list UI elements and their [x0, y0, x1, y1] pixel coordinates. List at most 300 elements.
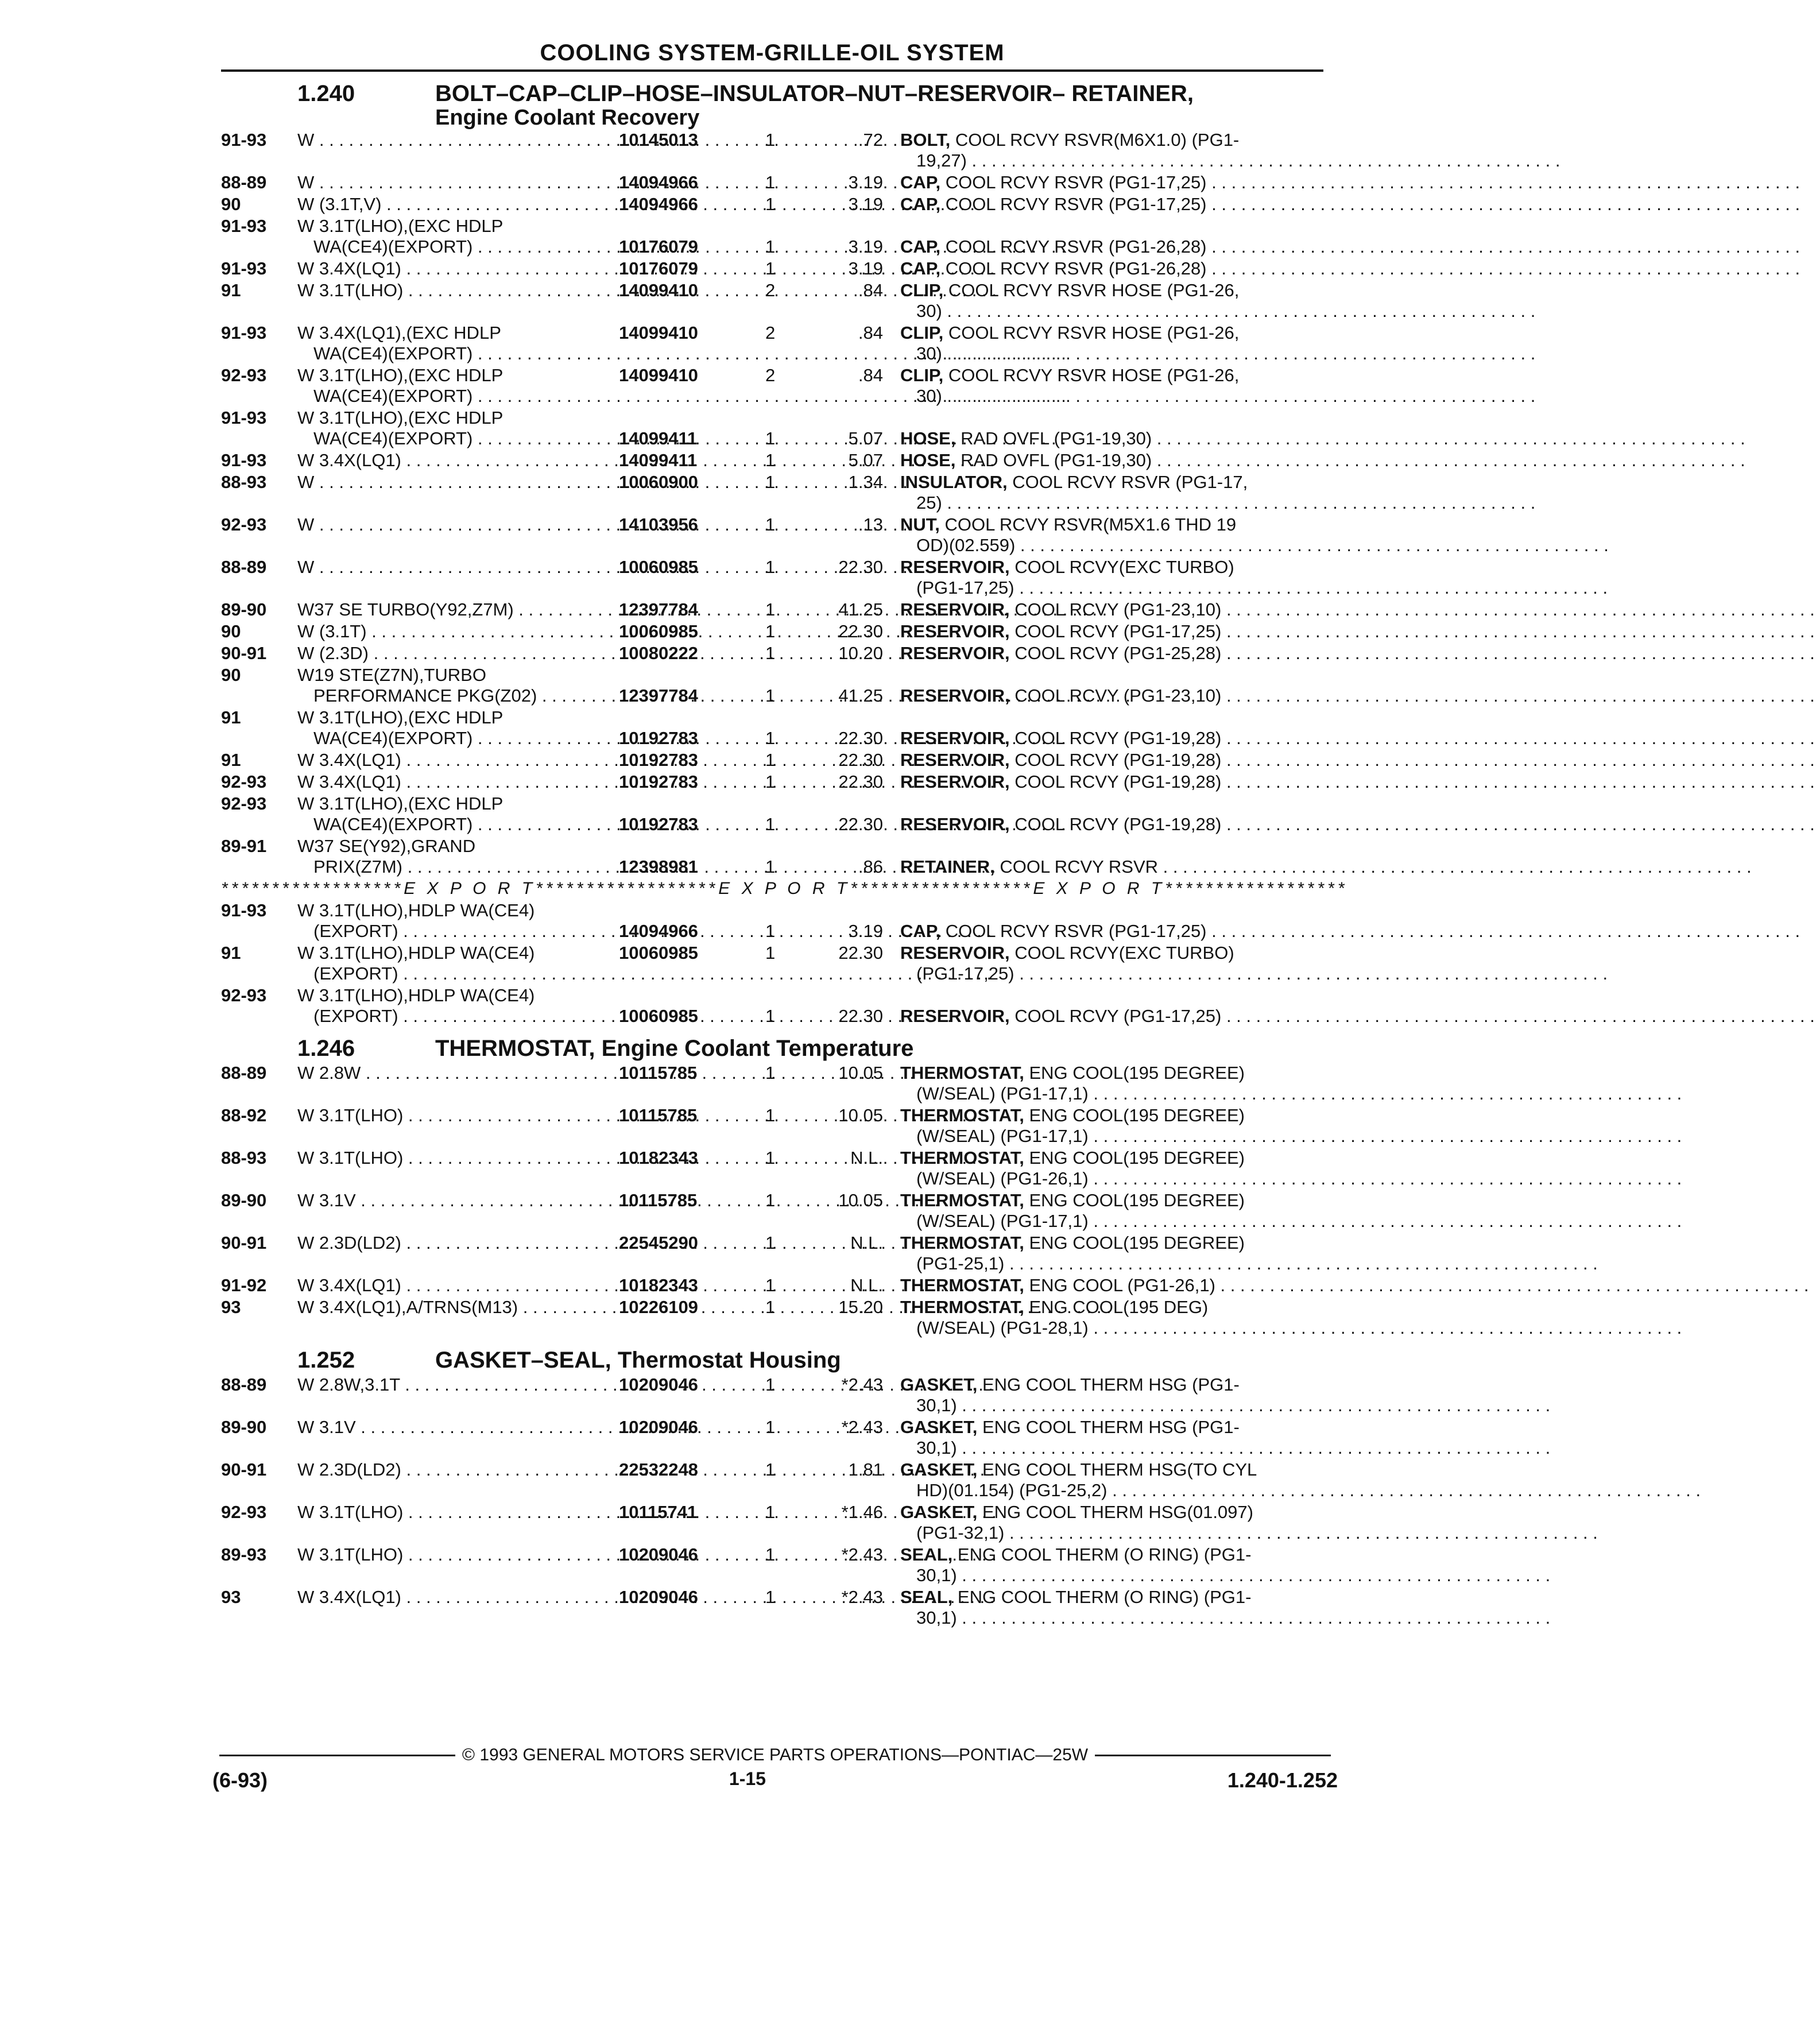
row-quantity: 1	[765, 943, 776, 963]
parts-row	[221, 1063, 1323, 1104]
row-part-number: 10060985	[619, 943, 698, 963]
row-description	[900, 1502, 1282, 1543]
row-model-line: W (3.1T,V) . . .	[297, 194, 619, 215]
row-part-number: 10182343	[619, 1275, 698, 1295]
row-description	[900, 557, 1282, 598]
row-years: 93	[221, 1587, 241, 1607]
row-part-number: 10080222	[619, 643, 698, 663]
row-description-line	[900, 472, 1282, 493]
section-subtitle: Engine Coolant Recovery	[435, 106, 700, 130]
row-item-description: COOL RCVY (PG1-19,28)	[1009, 772, 1222, 792]
parts-row	[221, 985, 1323, 1027]
row-description-line	[900, 450, 1282, 471]
row-item-description: COOL RCVY RSVR(M6X1.0) (PG1-	[950, 130, 1240, 150]
row-model	[297, 216, 619, 257]
parts-row	[221, 172, 1323, 193]
row-model-line-2: WA(CE4)(EXPORT) . . .	[297, 728, 619, 749]
row-model-line-2: (EXPORT) . . .	[297, 1006, 619, 1027]
row-model	[297, 1063, 619, 1104]
row-years: 89-90	[221, 1190, 267, 1210]
row-price: 1.81	[848, 1459, 883, 1480]
row-item-name: THERMOSTAT,	[900, 1105, 1024, 1125]
row-price: 1.34	[848, 472, 883, 492]
row-description-line	[900, 750, 1282, 771]
row-quantity: 1	[765, 557, 776, 577]
row-years: 91	[221, 943, 241, 963]
row-quantity: 1	[765, 857, 776, 877]
row-quantity: 1	[765, 1233, 776, 1253]
row-item-name: HOSE,	[900, 428, 956, 448]
row-quantity: 1	[765, 472, 776, 492]
row-model-line-2: WA(CE4)(EXPORT) . . .	[297, 428, 619, 449]
row-price: *1.46	[841, 1502, 883, 1522]
row-model	[297, 836, 619, 877]
row-model-line-2: (EXPORT) . . .	[297, 963, 619, 984]
footer-section-range: 1.240-1.252	[1227, 1768, 1338, 1792]
row-quantity: 1	[765, 1063, 776, 1083]
parts-row	[221, 1105, 1323, 1147]
row-item-description: ENG COOL THERM HSG(TO CYL	[977, 1459, 1257, 1480]
footer-rule-left	[219, 1755, 455, 1756]
row-years: 88-89	[221, 557, 267, 577]
row-description	[900, 621, 1282, 642]
row-item-name: RESERVOIR,	[900, 814, 1010, 834]
parts-row	[221, 793, 1323, 835]
row-description	[900, 194, 1282, 215]
row-description	[900, 1190, 1282, 1232]
parts-row	[221, 900, 1323, 942]
row-part-number: 10209046	[619, 1587, 698, 1607]
export-label: E X P O R T	[1033, 879, 1165, 898]
row-description-line	[900, 172, 1282, 193]
parts-row	[221, 772, 1323, 792]
row-description-line-2: (PG1-17,25) . . .	[900, 963, 1282, 984]
row-description	[900, 857, 1282, 877]
row-quantity: 2	[765, 280, 776, 300]
row-model-line: W . . .	[297, 557, 619, 578]
export-stars: ******************	[1165, 879, 1348, 898]
row-years: 92-93	[221, 365, 267, 385]
row-description-line	[900, 130, 1282, 150]
row-part-number: 12397784	[619, 686, 698, 706]
row-price: *2.43	[841, 1375, 883, 1395]
row-model	[297, 621, 619, 642]
row-item-description: ENG COOL(195 DEG)	[1024, 1297, 1209, 1317]
row-item-description: COOL RCVY (PG1-23,10)	[1009, 686, 1222, 706]
footer-copyright-line	[212, 1745, 1338, 1765]
row-model-line: W 3.1T(LHO) . . .	[297, 1544, 619, 1565]
row-quantity: 1	[765, 258, 776, 278]
row-model-line: W 3.4X(LQ1) . . .	[297, 1587, 619, 1608]
row-item-name: THERMOSTAT,	[900, 1063, 1024, 1083]
row-model-line-2: WA(CE4)(EXPORT) . . .	[297, 237, 619, 257]
row-item-name: THERMOSTAT,	[900, 1297, 1024, 1317]
row-years: 91	[221, 280, 241, 300]
row-description-line	[900, 772, 1282, 792]
row-description-line	[900, 621, 1282, 642]
row-price: .84	[858, 323, 883, 343]
row-model-line: W 3.1T(LHO),(EXC HDLP	[297, 707, 504, 727]
parts-row	[221, 514, 1323, 556]
row-description	[900, 1063, 1282, 1104]
row-model	[297, 1105, 619, 1147]
row-price: 15.20	[838, 1297, 883, 1317]
row-description	[900, 772, 1282, 792]
row-model-line: W 3.4X(LQ1),(EXC HDLP	[297, 323, 501, 343]
row-item-description: ENG COOL(195 DEGREE)	[1024, 1105, 1245, 1125]
row-part-number: 12397784	[619, 599, 698, 620]
footer-page-number: 1-15	[729, 1768, 766, 1789]
row-description-line-2: (W/SEAL) (PG1-26,1) . . .	[900, 1168, 1282, 1189]
row-item-description: ENG COOL(195 DEGREE)	[1024, 1190, 1245, 1210]
row-quantity: 1	[765, 1297, 776, 1317]
row-item-description: RAD OVFL (PG1-19,30)	[955, 450, 1152, 470]
row-description-line-2: (PG1-25,1) . . .	[900, 1253, 1282, 1274]
parts-row	[221, 1148, 1323, 1189]
row-model-line: W 3.4X(LQ1) . . .	[297, 772, 619, 792]
row-price: 5.07	[848, 428, 883, 448]
row-price: 3.19	[848, 921, 883, 941]
row-model-line: W 2.3D(LD2) . . .	[297, 1459, 619, 1480]
parts-row	[221, 408, 1323, 449]
row-part-number: 14099411	[619, 428, 698, 448]
row-price: 22.30	[838, 1006, 883, 1026]
row-item-name: RESERVOIR,	[900, 943, 1010, 963]
row-description-line-2: (W/SEAL) (PG1-17,1) . . .	[900, 1126, 1282, 1147]
row-description	[900, 172, 1282, 193]
row-model	[297, 1233, 619, 1274]
row-model-line: W 3.1T(LHO),(EXC HDLP	[297, 793, 504, 814]
section-title: THERMOSTAT, Engine Coolant Temperature	[435, 1036, 914, 1061]
row-item-name: THERMOSTAT,	[900, 1190, 1024, 1210]
row-price: 22.30	[838, 557, 883, 577]
row-item-name: GASKET,	[900, 1417, 978, 1437]
row-item-description: COOL RCVY (PG1-25,28)	[1009, 643, 1222, 663]
row-item-description: ENG COOL(195 DEGREE)	[1024, 1063, 1245, 1083]
row-description-line-2: 30,1) . . .	[900, 1395, 1282, 1416]
row-item-description: COOL RCVY (PG1-23,10)	[1009, 599, 1222, 620]
row-model-line: W . . .	[297, 514, 619, 535]
footer-rule-right	[1095, 1755, 1331, 1756]
row-model-line: W 3.1V . . .	[297, 1190, 619, 1211]
row-description-line	[900, 943, 1282, 963]
parts-row	[221, 1233, 1323, 1274]
row-part-number: 10060985	[619, 557, 698, 577]
row-price: 10.05	[838, 1063, 883, 1083]
row-part-number: 10060900	[619, 472, 698, 492]
row-price: 3.19	[848, 258, 883, 278]
row-model	[297, 750, 619, 771]
row-model	[297, 130, 619, 171]
parts-row	[221, 216, 1323, 257]
parts-row	[221, 1190, 1323, 1232]
row-model	[297, 514, 619, 556]
parts-row	[221, 1502, 1323, 1543]
row-item-name: HOSE,	[900, 450, 956, 470]
row-description	[900, 599, 1282, 620]
row-item-description: COOL RCVY RSVR (PG1-26,28)	[940, 258, 1207, 278]
row-price: 10.05	[838, 1190, 883, 1210]
row-quantity: 1	[765, 1417, 776, 1437]
parts-row	[221, 194, 1323, 215]
row-price: 3.19	[848, 194, 883, 214]
row-model-line: W 3.1T(LHO),(EXC HDLP	[297, 365, 504, 385]
row-part-number: 10115785	[619, 1105, 698, 1125]
row-model-line: W37 SE TURBO(Y92,Z7M) . . .	[297, 599, 619, 620]
row-model	[297, 1587, 619, 1628]
row-description	[900, 1006, 1282, 1027]
row-years: 89-93	[221, 1544, 267, 1565]
row-model	[297, 1417, 619, 1458]
row-model-line: W (3.1T) . . .	[297, 621, 619, 642]
row-description-line	[900, 258, 1282, 279]
row-description-line	[900, 1587, 1282, 1608]
parts-row	[221, 750, 1323, 771]
row-item-name: RESERVOIR,	[900, 750, 1010, 770]
row-part-number: 14094966	[619, 194, 698, 214]
row-price: *2.43	[841, 1417, 883, 1437]
row-quantity: 1	[765, 1502, 776, 1522]
row-description-line	[900, 643, 1282, 664]
row-description	[900, 1587, 1282, 1628]
row-model-line-2: WA(CE4)(EXPORT) . . .	[297, 814, 619, 835]
row-item-description: COOL RCVY (PG1-17,25)	[1009, 621, 1222, 641]
row-description	[900, 472, 1282, 513]
row-description	[900, 643, 1282, 664]
row-description-line	[900, 237, 1282, 257]
row-description-line	[900, 1105, 1282, 1126]
row-years: 88-89	[221, 1063, 267, 1083]
parts-row	[221, 1544, 1323, 1586]
row-model-line: W 3.1T(LHO) . . .	[297, 280, 619, 301]
row-item-name: RESERVOIR,	[900, 772, 1010, 792]
row-model	[297, 1148, 619, 1189]
row-model-line: W 3.4X(LQ1) . . .	[297, 750, 619, 771]
row-quantity: 1	[765, 1587, 776, 1607]
row-years: 91-93	[221, 408, 267, 428]
row-model-line: W (2.3D) . . .	[297, 643, 619, 664]
parts-row	[221, 643, 1323, 664]
row-quantity: 2	[765, 323, 776, 343]
row-quantity: 2	[765, 365, 776, 385]
row-years: 92-93	[221, 1502, 267, 1522]
row-model	[297, 194, 619, 215]
sections-container	[221, 81, 1348, 1628]
page-footer	[212, 1745, 1338, 1792]
row-model	[297, 793, 619, 835]
row-price: 10.20	[838, 643, 883, 663]
parts-row	[221, 130, 1323, 171]
row-part-number: 10192783	[619, 814, 698, 834]
row-price: 41.25	[838, 599, 883, 620]
parts-row	[221, 621, 1323, 642]
row-item-description: ENG COOL THERM HSG (PG1-	[977, 1417, 1240, 1437]
parts-row	[221, 365, 1323, 406]
row-item-description: ENG COOL THERM HSG(01.097)	[977, 1502, 1253, 1522]
row-quantity: 1	[765, 450, 776, 470]
row-years: 91	[221, 707, 241, 727]
row-item-name: RESERVOIR,	[900, 557, 1010, 577]
row-item-name: RESERVOIR,	[900, 1006, 1010, 1026]
row-model-line: W 3.1T(LHO),HDLP WA(CE4)	[297, 943, 535, 963]
row-years: 90	[221, 194, 241, 214]
row-model	[297, 772, 619, 792]
row-quantity: 1	[765, 728, 776, 748]
parts-row	[221, 665, 1323, 706]
row-description-line	[900, 194, 1282, 215]
row-model	[297, 172, 619, 193]
row-item-name: GASKET,	[900, 1459, 978, 1480]
row-model-line: W 3.4X(LQ1) . . .	[297, 258, 619, 279]
parts-row	[221, 707, 1323, 749]
row-item-name: RETAINER,	[900, 857, 995, 877]
row-item-description: COOL RCVY RSVR	[994, 857, 1159, 877]
row-description	[900, 1417, 1282, 1458]
row-price: .84	[858, 365, 883, 385]
row-model-line: W . . .	[297, 172, 619, 193]
row-years: 90	[221, 621, 241, 641]
parts-row	[221, 943, 1323, 984]
row-item-description: COOL RCVY (PG1-17,25)	[1009, 1006, 1222, 1026]
row-model	[297, 258, 619, 279]
row-years: 91-93	[221, 130, 267, 150]
row-part-number: 22545290	[619, 1233, 698, 1253]
row-quantity: 1	[765, 237, 776, 257]
row-description	[900, 921, 1282, 942]
row-years: 90-91	[221, 1233, 267, 1253]
row-item-name: GASKET,	[900, 1375, 978, 1395]
row-price: 22.30	[838, 750, 883, 770]
row-item-name: THERMOSTAT,	[900, 1148, 1024, 1168]
row-price: 22.30	[838, 772, 883, 792]
row-model	[297, 408, 619, 449]
row-item-name: CLIP,	[900, 323, 944, 343]
row-description-line	[900, 728, 1282, 749]
row-model-line: W19 STE(Z7N),TURBO	[297, 665, 486, 685]
row-item-description: ENG COOL(195 DEGREE)	[1024, 1148, 1245, 1168]
row-description	[900, 237, 1282, 257]
row-description	[900, 728, 1282, 749]
row-part-number: 10145013	[619, 130, 698, 150]
row-model-line: W 3.1T(LHO) . . .	[297, 1148, 619, 1168]
row-item-description: COOL RCVY RSVR (PG1-17,	[1007, 472, 1248, 492]
row-price: 10.05	[838, 1105, 883, 1125]
row-description	[900, 130, 1282, 171]
parts-row	[221, 1375, 1323, 1416]
row-years: 91-93	[221, 450, 267, 470]
row-quantity: 1	[765, 194, 776, 214]
row-years: 93	[221, 1297, 241, 1317]
row-years: 92-93	[221, 772, 267, 792]
parts-row	[221, 599, 1323, 620]
row-description-line	[900, 514, 1282, 535]
parts-row	[221, 1297, 1323, 1338]
row-model	[297, 450, 619, 471]
row-description-line	[900, 1148, 1282, 1168]
row-item-name: RESERVOIR,	[900, 686, 1010, 706]
row-description-line	[900, 857, 1282, 877]
row-part-number: 10209046	[619, 1544, 698, 1565]
row-years: 91-93	[221, 323, 267, 343]
row-item-description: COOL RCVY (PG1-19,28)	[1009, 814, 1222, 834]
row-quantity: 1	[765, 130, 776, 150]
row-model	[297, 280, 619, 322]
row-model-line: W 3.1T(LHO) . . .	[297, 1502, 619, 1523]
row-description-line-2: OD)(02.559) . . .	[900, 535, 1282, 556]
row-description-line-2: (W/SEAL) (PG1-28,1) . . .	[900, 1318, 1282, 1338]
row-item-description: COOL RCVY RSVR (PG1-17,25)	[940, 194, 1207, 214]
row-part-number: 14099410	[619, 323, 698, 343]
row-item-description: COOL RCVY RSVR (PG1-26,28)	[940, 237, 1207, 257]
row-price: 22.30	[838, 814, 883, 834]
row-description	[900, 1275, 1282, 1296]
row-item-name: CLIP,	[900, 365, 944, 385]
row-item-name: SEAL,	[900, 1587, 953, 1607]
row-description-line	[900, 1275, 1282, 1296]
page-header-title: COOLING SYSTEM-GRILLE-OIL SYSTEM	[221, 40, 1323, 72]
row-item-name: RESERVOIR,	[900, 643, 1010, 663]
row-description-line	[900, 323, 1282, 343]
row-quantity: 1	[765, 1459, 776, 1480]
row-description-line	[900, 921, 1282, 942]
row-quantity: 1	[765, 772, 776, 792]
section-heading	[221, 1036, 1323, 1062]
row-model-line-2: PERFORMANCE PKG(Z02) . . .	[297, 686, 619, 706]
row-item-description: ENG COOL THERM (O RING) (PG1-	[952, 1587, 1252, 1607]
row-description-line-2: (PG1-32,1) . . .	[900, 1523, 1282, 1543]
row-quantity: 1	[765, 1105, 776, 1125]
export-stars: ******************	[221, 879, 404, 898]
parts-row	[221, 1275, 1323, 1296]
row-item-name: CAP,	[900, 194, 941, 214]
row-part-number: 10060985	[619, 1006, 698, 1026]
row-quantity: 1	[765, 599, 776, 620]
catalog-page	[221, 40, 1348, 1628]
row-description	[900, 280, 1282, 322]
row-description-line-2: 30) . . .	[900, 386, 1282, 406]
row-model	[297, 643, 619, 664]
row-description	[900, 1148, 1282, 1189]
row-price: .13	[858, 514, 883, 535]
row-item-name: CAP,	[900, 921, 941, 941]
row-description-line	[900, 686, 1282, 706]
row-years: 92-93	[221, 985, 267, 1005]
row-item-description: COOL RCVY RSVR(M5X1.6 THD 19	[939, 514, 1237, 535]
row-part-number: 12398981	[619, 857, 698, 877]
row-description	[900, 258, 1282, 279]
row-years: 90	[221, 665, 241, 685]
row-price: N.L.	[850, 1148, 883, 1168]
footer-bottom	[212, 1768, 1338, 1792]
row-description-line	[900, 280, 1282, 301]
row-price: N.L.	[850, 1233, 883, 1253]
row-description-line-2: 30,1) . . .	[900, 1565, 1282, 1586]
row-quantity: 1	[765, 621, 776, 641]
row-description	[900, 686, 1282, 706]
row-model-line: W37 SE(Y92),GRAND	[297, 836, 476, 856]
row-description-line-2: 25) . . .	[900, 493, 1282, 513]
row-item-name: NUT,	[900, 514, 940, 535]
row-model-line: W . . .	[297, 130, 619, 150]
row-description	[900, 750, 1282, 771]
row-part-number: 10192783	[619, 728, 698, 748]
row-quantity: 1	[765, 1006, 776, 1026]
row-description	[900, 1375, 1282, 1416]
parts-row	[221, 450, 1323, 471]
row-years: 92-93	[221, 514, 267, 535]
row-model-line: W 3.4X(LQ1),A/TRNS(M13) . . .	[297, 1297, 619, 1318]
row-description-line	[900, 814, 1282, 835]
